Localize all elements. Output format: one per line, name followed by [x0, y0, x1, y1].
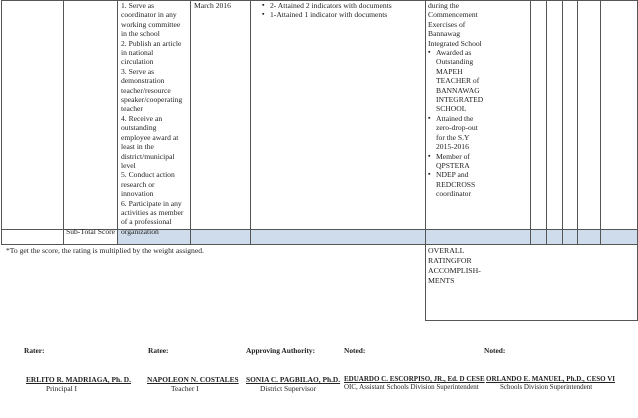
signatory-name: NAPOLEON N. COSTALES: [147, 375, 239, 384]
signatory-role: Teacher I: [171, 384, 199, 393]
accomplishment-intro: during the Commencement Exercises of Bannawag Integrated School: [428, 1, 482, 48]
signatory-role: OIC, Assistant Schools Division Superintendent: [344, 383, 479, 391]
subtotal-label: Sub-Total Score: [65, 227, 116, 236]
accomplishment-item: ▪ Member of QPSTERA: [428, 152, 486, 171]
col-line: [250, 0, 251, 245]
signatory-name: EDUARDO C. ESCORPISO, JR., Ed. D CESE: [344, 375, 485, 383]
subtotal-band: [118, 230, 637, 244]
col-line: [63, 0, 64, 245]
accomplishments-cell: [428, 1, 486, 199]
activity-item: 2. Publish an article in national circulation: [121, 38, 182, 67]
accomplishment-item: ▪ Awarded as Outstanding MAPEH TEACHER of BANNAWAG INTEGRATED SCHOOL: [428, 48, 486, 114]
activity-item: 5. Conduct action research or innovation: [121, 170, 175, 199]
accomplishment-item: ▪ NDEP and REDCROSS coordinator: [428, 170, 486, 198]
activity-item: 6. Participate in any activities as member of a professional organization: [121, 198, 184, 236]
col-line: [425, 0, 426, 321]
ratee-label: Ratee:: [148, 346, 169, 355]
col-line: [562, 0, 563, 245]
signatory-role: Principal I: [46, 384, 77, 393]
col-line: [600, 0, 601, 245]
col-line: [530, 0, 531, 245]
activity-item: 4. Receive an outstanding employee award at least in the district/municipal level: [121, 113, 179, 170]
signatory-block: [147, 375, 243, 393]
signatory-block: [486, 375, 636, 391]
approving-authority-label: Approving Authority:: [246, 346, 316, 355]
timeline-cell: March 2016: [194, 1, 231, 10]
subtotal-bottom-border: [1, 244, 637, 245]
activity-item: 1. Serve as coordinator in any working committee in the school: [121, 1, 181, 39]
col-line: [546, 0, 547, 245]
col-line: [190, 0, 191, 245]
signatory-block: [344, 375, 484, 391]
signatory-block: [26, 375, 136, 393]
overall-bottom-border: [425, 320, 637, 321]
footnote: *To get the score, the rating is multiplied by the weight assigned.: [6, 246, 204, 255]
signatory-name: SONIA C. PAGBILAO, Ph.D.: [246, 375, 341, 384]
overall-rating-label: OVERALL RATINGFOR ACCOMPLISH-MENTS: [428, 246, 481, 285]
signatory-name: ORLANDO E. MANUEL, Ph.D., CESO VI: [486, 375, 615, 383]
indicator-item: ▪ 2- Attained 2 indicators with documents: [262, 1, 422, 10]
rater-label: Rater:: [24, 346, 45, 355]
col-line: [577, 0, 578, 245]
signatory-block: [246, 375, 346, 393]
col-line: [117, 0, 118, 245]
noted-label: Noted:: [484, 346, 506, 355]
activity-item: 3. Serve as demonstration teacher/resource speaker/cooperating teacher: [121, 66, 183, 114]
col-line: [1, 0, 2, 245]
signatory-role: District Supervisor: [260, 384, 317, 393]
activities-list: [121, 1, 187, 236]
signatory-name: ERLITO R. MADRIAGA, Ph. D.: [26, 375, 131, 384]
signatory-role: Schools Division Superintendent: [500, 383, 593, 391]
noted-label: Noted:: [344, 346, 366, 355]
indicator-item: ▪ 1-Attained 1 indicator with documents: [262, 10, 422, 19]
indicators-cell: [262, 1, 422, 20]
accomplishment-item: ▪ Attained the zero-drop-out for the S.Y 2015-2016: [428, 114, 486, 152]
